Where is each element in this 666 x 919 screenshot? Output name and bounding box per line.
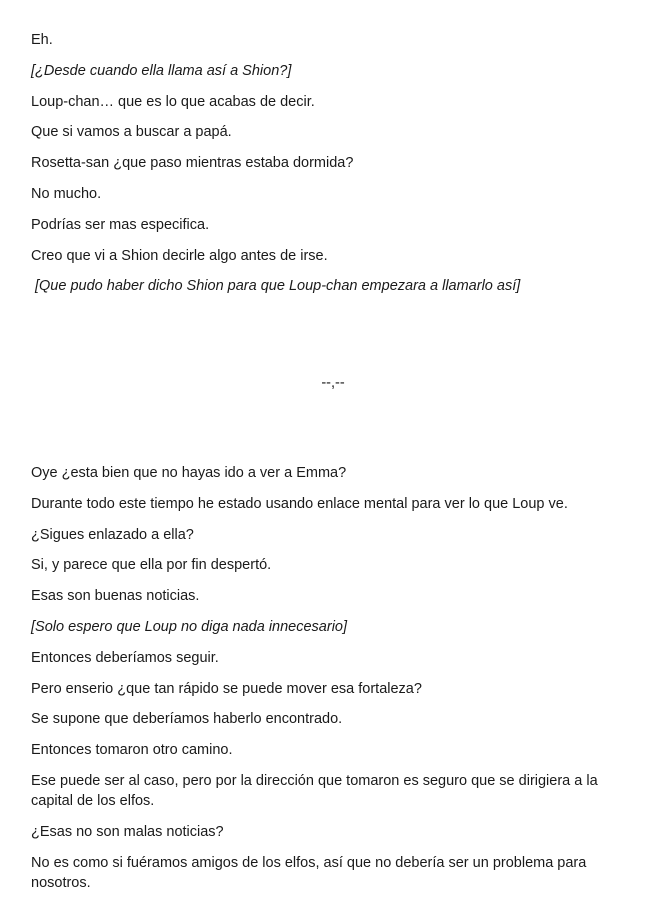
- paragraph-thought: [Que pudo haber dicho Shion para que Loup-chan empezara a llamarlo así]: [35, 278, 521, 295]
- paragraph: Creo que vi a Shion decirle algo antes de irse.: [31, 247, 328, 264]
- paragraph: Durante todo este tiempo he estado usando enlace mental para ver lo que Loup ve.: [31, 495, 568, 512]
- paragraph: Esas son buenas noticias.: [31, 588, 200, 605]
- paragraph: Si, y parece que ella por fin despertó.: [31, 557, 272, 574]
- paragraph: ¿Esas no son malas noticias?: [31, 823, 224, 840]
- paragraph: ¿Sigues enlazado a ella?: [31, 526, 194, 543]
- paragraph: No es como si fuéramos amigos de los elfos, así que no debería ser un problema para nosotros.: [31, 854, 587, 891]
- paragraph: Pero enserio ¿que tan rápido se puede mover esa fortaleza?: [31, 680, 422, 697]
- paragraph: Oye ¿esta bien que no hayas ido a ver a Emma?: [31, 465, 347, 481]
- paragraph: No mucho.: [31, 185, 102, 202]
- paragraph: Que si vamos a buscar a papá.: [31, 124, 232, 141]
- section-2: [31, 463, 631, 893]
- section-1: [31, 30, 631, 296]
- paragraph-thought: [Solo espero que Loup no diga nada innecesario]: [31, 618, 348, 635]
- paragraph: Eh.: [31, 32, 53, 48]
- paragraph: Rosetta-san ¿que paso mientras estaba dormida?: [31, 155, 354, 172]
- paragraph: Entonces tomaron otro camino.: [31, 742, 233, 759]
- paragraph: Se supone que deberíamos haberlo encontrado.: [31, 711, 343, 728]
- paragraph: Podrías ser mas especifica.: [31, 216, 210, 233]
- paragraph-thought: [¿Desde cuando ella llama así a Shion?]: [31, 62, 292, 79]
- scene-separator: --,--: [321, 375, 345, 391]
- paragraph: Ese puede ser al caso, pero por la dirección que tomaron es seguro que se dirigiera a la capital de los elfos.: [31, 772, 598, 809]
- paragraph: Loup-chan… que es lo que acabas de decir.: [31, 93, 315, 110]
- paragraph: Entonces deberíamos seguir.: [31, 649, 219, 666]
